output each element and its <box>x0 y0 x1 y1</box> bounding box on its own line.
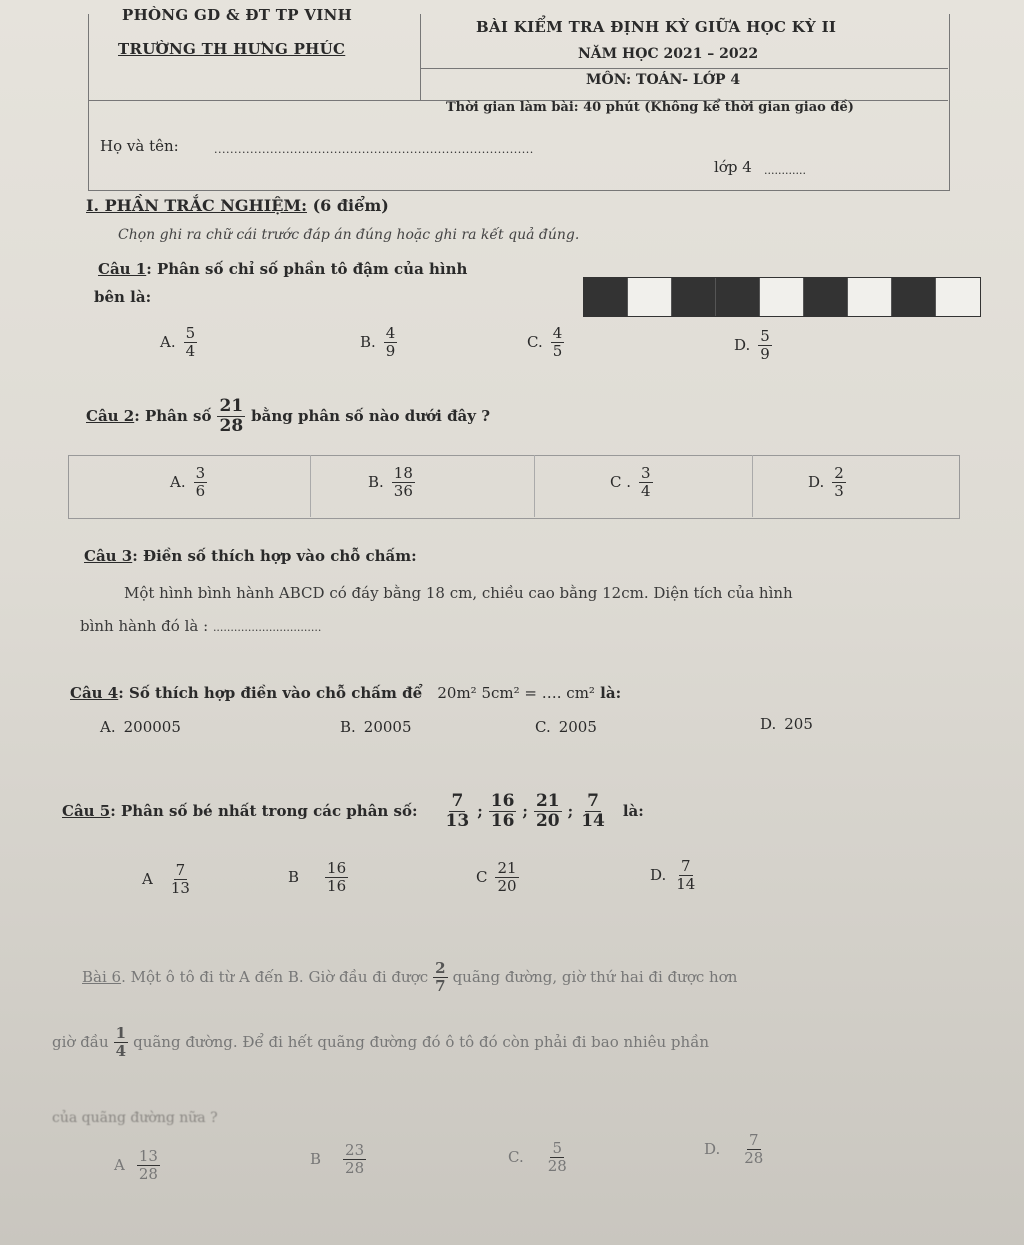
q2-label: Câu 2 <box>86 407 135 426</box>
option-letter: A <box>114 1156 125 1174</box>
q6-line1 <box>82 960 737 994</box>
q1-prompt: : Phân số chỉ số phần tô đậm của hình <box>146 260 468 278</box>
unshaded-cell <box>848 278 892 316</box>
class-label: lớp 4 <box>714 158 752 176</box>
q2-prompt: : Phân số <box>134 407 212 426</box>
q2-prompt-end: bằng phân số nào dưới đây ? <box>251 407 490 426</box>
q5-text <box>62 792 644 830</box>
q2-option-a[interactable] <box>170 465 207 499</box>
subject: MÔN: TOÁN- LỚP 4 <box>586 72 741 88</box>
fraction: $\frac{5}{28}$ <box>547 1139 567 1175</box>
q1-text <box>98 260 467 278</box>
section-title-text: I. PHẦN TRẮC NGHIỆM: <box>86 196 308 215</box>
q6-prompt-d: quãng đường. Để đi hết quãng đường đó ô tô đó còn phải đi bao nhiêu phần <box>133 1033 710 1051</box>
table-divider <box>310 455 311 517</box>
table-divider <box>752 455 753 517</box>
fraction: $\frac{4}{9}$ <box>385 324 396 360</box>
q6-option-b[interactable] <box>310 1142 366 1176</box>
option-letter: C. <box>527 333 543 351</box>
q6-option-a[interactable] <box>114 1148 160 1182</box>
option-letter: D. <box>650 866 667 884</box>
fraction: $\frac{23}{28}$ <box>345 1141 365 1177</box>
q4-text <box>70 684 621 702</box>
q5-prompt: : Phân số bé nhất trong các phân số: <box>110 802 418 821</box>
option-letter: C. <box>535 718 551 736</box>
q5-option-b[interactable] <box>288 860 348 894</box>
q6-prompt-c: giờ đầu <box>52 1033 109 1051</box>
q2-option-b[interactable] <box>368 465 415 499</box>
q6-option-c[interactable] <box>508 1140 569 1174</box>
fraction: $\frac{2}{3}$ <box>834 464 844 500</box>
q3-problem-line1: Một hình bình hành ABCD có đáy bằng 18 cm, chiều cao bằng 12cm. Diện tích của hình <box>124 584 793 602</box>
q4-option-b[interactable] <box>340 718 412 736</box>
fraction: $\frac{3}{6}$ <box>195 464 206 500</box>
option-letter: A. <box>100 718 116 736</box>
fraction: $\frac{5}{9}$ <box>760 327 770 363</box>
q4-prompt-end: là: <box>600 684 622 702</box>
q6-prompt: . Một ô tô đi từ A đến B. Giờ đầu đi được <box>121 968 429 986</box>
option-letter: A. <box>170 473 186 491</box>
school-year: NĂM HỌC 2021 – 2022 <box>578 46 759 62</box>
school-name: TRƯỜNG TH HƯNG PHÚC <box>118 40 346 58</box>
q5-prompt-end: là: <box>622 802 644 821</box>
header-vertical-divider <box>420 14 421 100</box>
fraction: $\frac{4}{5}$ <box>552 324 563 360</box>
option-value: 2005 <box>558 718 597 736</box>
q3-prompt: : Điền số thích hợp vào chỗ chấm: <box>132 547 417 565</box>
option-value: 20005 <box>363 718 412 736</box>
unshaded-cell <box>628 278 672 316</box>
q5-fraction: $\frac{7}{13}$ <box>445 791 470 831</box>
q4-label: Câu 4 <box>70 684 119 702</box>
fraction: $\frac{18}{36}$ <box>393 464 413 500</box>
unshaded-cell <box>936 278 980 316</box>
q4-expression: 20m² 5cm² = …. cm² <box>437 684 595 702</box>
q4-option-d[interactable] <box>760 715 813 733</box>
q5-option-d[interactable] <box>650 858 697 892</box>
q6-label: Bài 6 <box>82 968 122 986</box>
q2-fraction: $\frac{21}{28}$ <box>219 396 244 436</box>
q2-text <box>86 397 490 435</box>
q1-option-a[interactable] <box>160 325 197 359</box>
q6-line3: của quãng đường nữa ? <box>52 1110 218 1126</box>
exam-title: BÀI KIỂM TRA ĐỊNH KỲ GIỮA HỌC KỲ II <box>476 18 837 36</box>
name-label: Họ và tên: <box>100 137 179 155</box>
time-limit: Thời gian làm bài: 40 phút (Không kể thời gian giao đề) <box>446 100 854 115</box>
separator: ; <box>567 802 574 821</box>
option-value: 200005 <box>123 718 181 736</box>
q5-fraction: $\frac{7}{14}$ <box>581 791 605 831</box>
q5-fraction: $\frac{16}{16}$ <box>490 791 515 831</box>
option-letter: B. <box>340 718 356 736</box>
option-letter: D. <box>808 473 825 491</box>
q2-option-d[interactable] <box>808 465 846 499</box>
shaded-cell <box>584 278 628 316</box>
q4-prompt: : Số thích hợp điền vào chỗ chấm để <box>118 684 423 702</box>
option-value: 205 <box>784 715 813 733</box>
shaded-strip-figure <box>583 277 981 317</box>
q3-label: Câu 3 <box>84 547 133 565</box>
option-letter: D. <box>704 1140 721 1158</box>
q5-fraction: $\frac{21}{20}$ <box>535 791 560 831</box>
fraction: $\frac{7}{28}$ <box>744 1131 764 1167</box>
option-letter: B. <box>360 333 376 351</box>
option-letter: C <box>476 868 488 886</box>
q4-option-a[interactable] <box>100 718 181 736</box>
q6-fraction-2: $\frac{1}{4}$ <box>115 1024 127 1060</box>
fraction: $\frac{3}{4}$ <box>641 464 651 500</box>
q6-option-d[interactable] <box>704 1132 765 1166</box>
option-letter: C. <box>508 1148 524 1166</box>
class-field[interactable]: ............ <box>764 164 806 177</box>
q3-text <box>84 547 417 565</box>
option-letter: B. <box>368 473 384 491</box>
fraction: $\frac{5}{4}$ <box>185 324 196 360</box>
separator: ; <box>522 802 528 821</box>
name-field[interactable]: ................................................................................ <box>214 143 534 156</box>
section-title <box>86 196 389 215</box>
q6-prompt-cont: quãng đường, giờ thứ hai đi được hơn <box>452 968 738 986</box>
shaded-cell <box>716 278 760 316</box>
table-divider <box>534 455 535 517</box>
department-name: PHÒNG GD & ĐT TP VINH <box>122 6 353 24</box>
fraction: $\frac{7}{14}$ <box>676 857 696 893</box>
separator: ; <box>477 802 483 821</box>
q6-fraction-1: $\frac{2}{7}$ <box>435 959 446 995</box>
q1-prompt-line2: bên là: <box>94 288 152 306</box>
unshaded-cell <box>760 278 804 316</box>
q1-option-d[interactable] <box>734 328 772 362</box>
q2-option-c[interactable] <box>610 465 653 499</box>
header-divider-right <box>420 68 948 69</box>
fraction: $\frac{16}{16}$ <box>327 859 347 895</box>
q1-label: Câu 1 <box>98 260 147 278</box>
option-letter: C . <box>610 473 632 491</box>
q5-label: Câu 5 <box>62 802 111 821</box>
fraction: $\frac{13}{28}$ <box>138 1147 158 1183</box>
q1-option-b[interactable] <box>360 325 397 359</box>
q3-answer-blank[interactable]: ............................... <box>212 621 322 634</box>
q4-option-c[interactable] <box>535 718 597 736</box>
option-letter: D. <box>734 336 751 354</box>
option-letter: B <box>288 868 300 886</box>
option-letter: D. <box>760 715 777 733</box>
option-letter: B <box>310 1150 322 1168</box>
shaded-cell <box>804 278 848 316</box>
shaded-cell <box>892 278 936 316</box>
q5-option-a[interactable] <box>142 862 192 896</box>
section-instruction: Chọn ghi ra chữ cái trước đáp án đúng hoặc ghi ra kết quả đúng. <box>118 227 580 243</box>
shaded-cell <box>672 278 716 316</box>
option-letter: A <box>142 870 153 888</box>
q3-problem-text: bình hành đó là : <box>80 617 209 635</box>
q5-option-c[interactable] <box>476 860 519 894</box>
q6-line2 <box>52 1025 709 1059</box>
q3-problem-line2 <box>80 617 321 635</box>
q1-option-c[interactable] <box>527 325 564 359</box>
fraction: $\frac{7}{13}$ <box>170 861 190 897</box>
section-points: (6 điểm) <box>312 196 389 215</box>
fraction: $\frac{21}{20}$ <box>497 859 517 895</box>
option-letter: A. <box>160 333 176 351</box>
